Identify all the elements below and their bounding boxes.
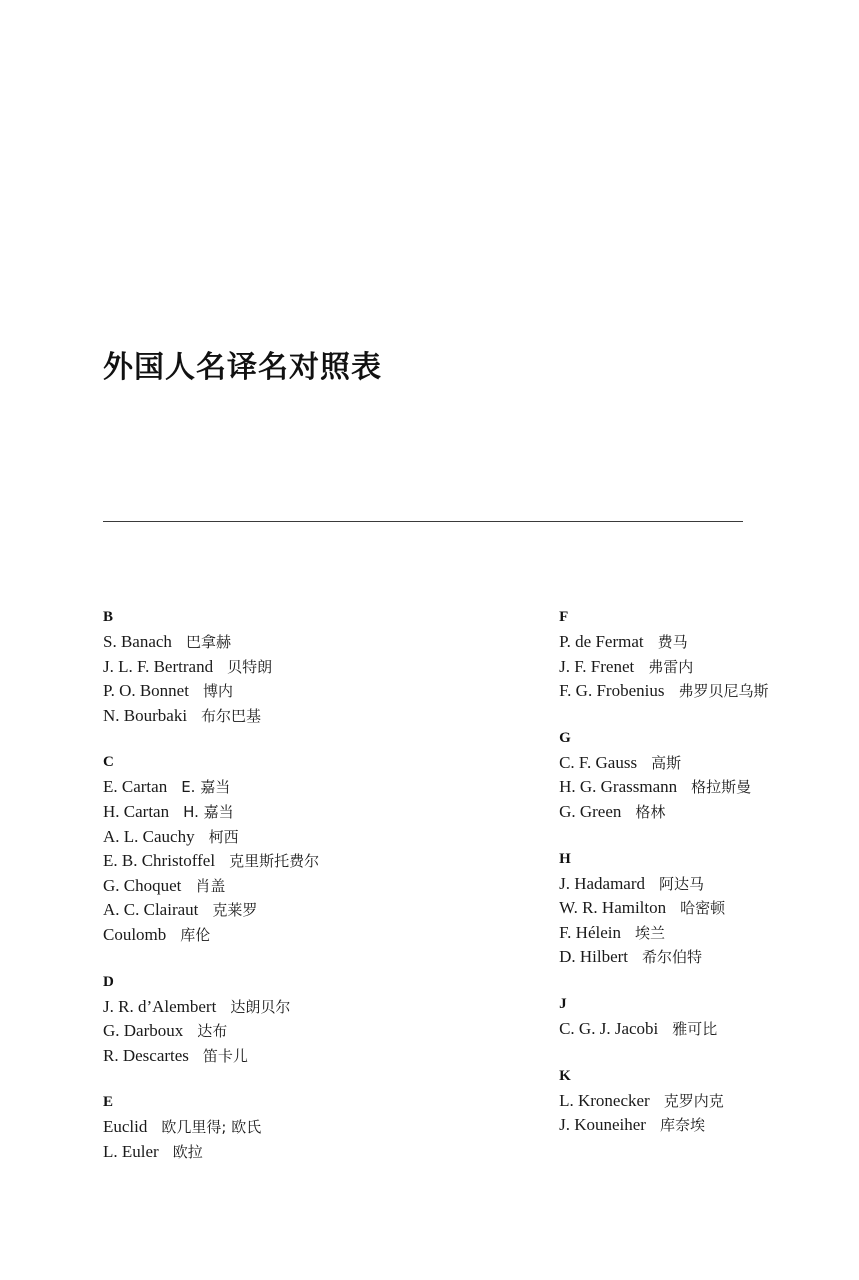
list-item [103, 1140, 319, 1165]
list-item [103, 825, 319, 850]
group-letter: C [103, 754, 114, 771]
entry-latin: C. G. J. Jacobi [559, 1018, 659, 1038]
entry-latin: J. F. Frenet [559, 656, 635, 676]
list-item [559, 655, 768, 680]
letter-group-c [103, 750, 319, 947]
entry-chinese: 哈密顿 [680, 899, 726, 918]
list-item [559, 775, 768, 800]
list-item [559, 1113, 768, 1138]
entry-latin: G. Darboux [103, 1021, 184, 1041]
list-item [103, 775, 319, 800]
entry-latin: P. de Fermat [559, 632, 644, 651]
entry-latin: F. Hélein [559, 922, 622, 942]
entry-latin: J. Kouneiher [559, 1115, 646, 1135]
list-item [103, 679, 319, 704]
entry-chinese: 肖盖 [195, 876, 226, 895]
name-column-left [103, 605, 319, 1165]
entry-chinese: 格林 [635, 802, 666, 821]
entry-chinese: 博内 [202, 682, 233, 701]
entry-chinese: 库奈埃 [659, 1116, 705, 1135]
group-letter: K [559, 1067, 571, 1084]
letter-group-b [103, 605, 319, 728]
entry-latin: F. G. Frobenius [559, 681, 665, 701]
entry-latin: L. Euler [103, 1141, 159, 1161]
entry-latin: R. Descartes [103, 1045, 189, 1065]
letter-group-d [103, 970, 319, 1069]
entry-latin: A. L. Cauchy [103, 826, 195, 846]
list-item [103, 923, 319, 948]
entry-chinese: 达布 [197, 1022, 228, 1041]
list-item [103, 655, 319, 680]
list-item [559, 630, 768, 655]
entry-latin: L. Kronecker [559, 1090, 650, 1110]
entry-latin: P. O. Bonnet [103, 681, 189, 701]
entry-chinese: E. 嘉当 [181, 778, 231, 797]
list-item [103, 630, 319, 655]
entry-latin: H. G. Grassmann [559, 777, 678, 797]
entry-latin: D. Hilbert [559, 947, 629, 967]
entry-chinese: 克里斯托费尔 [229, 852, 320, 871]
entry-latin: S. Banach [103, 632, 172, 651]
letter-group-e [103, 1090, 319, 1164]
letter-group-h [559, 847, 768, 970]
name-table-columns [103, 605, 769, 1165]
entry-chinese: 克罗内克 [663, 1091, 724, 1110]
group-letter: B [103, 609, 114, 625]
title-divider [103, 521, 743, 522]
entry-chinese: H. 嘉当 [183, 802, 234, 821]
entry-chinese: 布尔巴基 [201, 706, 262, 725]
letter-group-j [559, 992, 768, 1042]
entry-chinese: 贝特朗 [227, 657, 273, 676]
list-item [103, 704, 319, 729]
entry-latin: A. C. Clairaut [103, 900, 199, 920]
entry-chinese: 埃兰 [635, 923, 666, 942]
group-letter: H [559, 850, 571, 867]
list-item [559, 800, 768, 825]
group-letter: G [559, 729, 571, 746]
entry-latin: J. Hadamard [559, 873, 646, 893]
entry-chinese: 雅可比 [672, 1019, 718, 1038]
group-letter: F [559, 609, 569, 625]
entry-latin: G. Choquet [103, 875, 182, 895]
list-item [103, 1115, 319, 1140]
entry-latin: Euclid [103, 1117, 148, 1137]
entry-chinese: 库伦 [180, 925, 211, 944]
page-title: 外国人名译名对照表 [103, 350, 382, 386]
entry-chinese: 欧几里得; 欧氏 [161, 1118, 262, 1137]
group-letter: E [103, 1094, 114, 1111]
entry-chinese: 阿达马 [659, 874, 705, 893]
entry-chinese: 达朗贝尔 [230, 997, 291, 1016]
entry-chinese: 欧拉 [172, 1142, 203, 1161]
list-item [103, 898, 319, 923]
entry-chinese: 克莱罗 [212, 901, 258, 920]
entry-chinese: 巴拿赫 [185, 633, 231, 651]
list-item [559, 1089, 768, 1114]
list-item [103, 1044, 319, 1069]
list-item [559, 679, 768, 704]
entry-latin: N. Bourbaki [103, 705, 188, 725]
group-letter: D [103, 973, 114, 990]
list-item [559, 751, 768, 776]
entry-chinese: 柯西 [208, 827, 239, 846]
entry-latin: G. Green [559, 801, 622, 821]
entry-latin: Coulomb [103, 924, 167, 944]
entry-latin: J. L. F. Bertrand [103, 656, 214, 676]
entry-chinese: 格拉斯曼 [691, 778, 752, 797]
entry-chinese: 希尔伯特 [642, 948, 703, 967]
entry-latin: H. Cartan [103, 801, 170, 821]
entry-latin: J. R. d’Alembert [103, 996, 217, 1016]
list-item [559, 896, 768, 921]
letter-group-g [559, 726, 768, 825]
group-letter: J [559, 995, 567, 1012]
list-item [103, 995, 319, 1020]
list-item [103, 800, 319, 825]
entry-latin: W. R. Hamilton [559, 898, 667, 918]
list-item [559, 872, 768, 897]
list-item [559, 1017, 768, 1042]
entry-chinese: 弗罗贝尼乌斯 [678, 682, 769, 701]
entry-chinese: 费马 [657, 633, 688, 651]
letter-group-k [559, 1064, 768, 1138]
list-item [103, 874, 319, 899]
entry-latin: C. F. Gauss [559, 752, 638, 772]
entry-latin: E. Cartan [103, 777, 168, 797]
list-item [103, 1019, 319, 1044]
entry-chinese: 弗雷内 [648, 657, 694, 676]
list-item [559, 945, 768, 970]
list-item [559, 921, 768, 946]
name-column-right [559, 605, 768, 1165]
list-item [103, 849, 319, 874]
entry-chinese: 笛卡儿 [202, 1046, 248, 1065]
entry-latin: E. B. Christoffel [103, 851, 216, 871]
letter-group-f [559, 605, 768, 704]
entry-chinese: 高斯 [651, 753, 682, 772]
